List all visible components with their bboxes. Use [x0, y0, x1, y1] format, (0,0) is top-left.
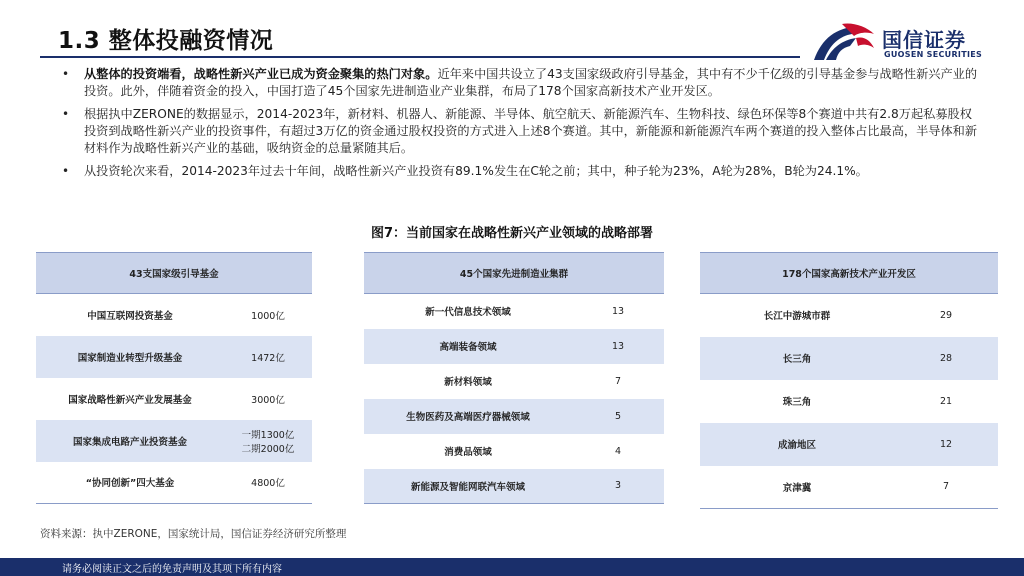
table-row	[700, 423, 998, 466]
table-cell-value: 28	[894, 337, 998, 380]
manufacturing-cluster-table	[364, 252, 664, 504]
table-cell-value: 12	[894, 423, 998, 466]
table-cell-value: 13	[572, 329, 664, 364]
table-cell-value: 4800亿	[224, 462, 312, 504]
table-row	[364, 434, 664, 469]
table-cell-value: 1000亿	[251, 310, 285, 322]
table-row	[364, 364, 664, 399]
table-cell-value: 3	[572, 469, 664, 504]
table-cell-value: 29	[939, 309, 953, 321]
table-row	[364, 469, 664, 504]
bullet-list	[62, 66, 982, 186]
table-cell-value: 7	[614, 375, 622, 387]
table-row	[700, 466, 998, 509]
table-cell-name: 京津冀	[700, 466, 894, 509]
table-cell-name: 国家集成电路产业投资基金	[36, 420, 224, 462]
table-row	[364, 399, 664, 434]
table-cell-value: 4	[614, 445, 622, 457]
company-logo	[812, 20, 992, 64]
bullet-text: 根据执中ZERONE的数据显示，2014-2023年，新材料、机器人、新能源、半导体、航空航天、新能源汽车、生物科技、绿色环保等8个赛道中共有2.8万起私募股权投资到战略性新兴产业的投资事件，有超过3万亿的资金通过股权投资的方式进入上述8个赛道。其中，新能源和新能源汽车两个赛道的投入整体占比最高，半导体和新材料作为战略性新兴产业的基础，吸纳资金的总量紧随其后。	[84, 107, 978, 155]
table-header: 43支国家级引导基金	[36, 253, 312, 294]
footer-disclaimer: 请务必阅读正文之后的免责声明及其项下所有内容	[62, 564, 282, 575]
bullet-dot-icon: •	[62, 67, 70, 81]
bullet-dot-icon: •	[62, 107, 70, 121]
table-cell-name: 国家战略性新兴产业发展基金	[68, 394, 192, 406]
title-divider	[40, 56, 800, 58]
table-cell-name: 生物医药及高端医疗器械领域	[364, 399, 572, 434]
logo-text-cn: 国信证券	[882, 28, 966, 52]
footer-bar	[0, 558, 1024, 576]
logo-text-en: GUOSEN SECURITIES	[884, 50, 983, 59]
table-cell-value: 21	[939, 395, 953, 407]
table-header: 178个国家高新技术产业开发区	[700, 253, 998, 294]
bullet-item	[62, 163, 982, 180]
bullet-emphasis: 从整体的投资端看，战略性新兴产业已成为资金聚集的热门对象。	[84, 67, 438, 81]
table-row	[700, 337, 998, 380]
table-cell-name: 成渝地区	[700, 423, 894, 466]
value-line: 二期2000亿	[241, 443, 295, 455]
bullet-item	[62, 106, 982, 157]
logo-mark-icon	[812, 20, 876, 64]
table-cell-name: 高端装备领域	[364, 329, 572, 364]
guidance-fund-table	[36, 252, 312, 504]
table-cell-name: 长三角	[700, 337, 894, 380]
table-row	[36, 378, 312, 420]
table-cell-value: 5	[572, 399, 664, 434]
table-cell-name: 长江中游城市群	[763, 311, 831, 323]
table-cell-value: 13	[611, 305, 625, 317]
table-row	[36, 294, 312, 336]
bullet-dot-icon: •	[62, 164, 70, 178]
table-cell-name: 新一代信息技术领域	[425, 307, 511, 319]
table-cell-value	[224, 420, 312, 462]
table-cell-name: 珠三角	[782, 397, 812, 408]
table-row	[36, 336, 312, 378]
table-row	[36, 462, 312, 504]
table-cell-name: “协同创新”四大基金	[36, 462, 224, 504]
table-header: 45个国家先进制造业集群	[364, 253, 664, 294]
table-cell-name: 中国互联网投资基金	[87, 310, 173, 322]
table-cell-name: 新能源及智能网联汽车领域	[364, 469, 572, 504]
table-cell-name: 消费品领域	[444, 447, 492, 458]
table-row	[700, 294, 998, 337]
table-row	[36, 420, 312, 462]
page-title: 1.3 整体投融资情况	[58, 28, 274, 54]
bullet-text: 近年来中国共设立了43支国家级政府引导基金，其中有不少千亿级的引导基金参与战略性新兴产业的投资。此外，伴随着资金的投入，中国打造了45个国家先进制造业产业集群，布局了178个国家高新技术产业开发区。	[84, 67, 978, 98]
source-note: 资料来源：执中ZERONE，国家统计局，国信证券经济研究所整理	[40, 528, 347, 540]
table-row	[364, 294, 664, 329]
table-cell-name: 国家制造业转型升级基金	[36, 336, 224, 378]
table-cell-value: 7	[894, 466, 998, 509]
table-row	[364, 329, 664, 364]
value-line: 一期1300亿	[241, 429, 295, 441]
bullet-item	[62, 66, 982, 100]
hightech-zone-table	[700, 252, 998, 509]
table-cell-value: 1472亿	[224, 336, 312, 378]
table-cell-name: 新材料领域	[444, 377, 492, 388]
table-cell-value: 3000亿	[251, 394, 285, 406]
figure-title: 图7：当前国家在战略性新兴产业领域的战略部署	[370, 226, 654, 241]
bullet-text: 从投资轮次来看，2014-2023年过去十年间，战略性新兴产业投资有89.1%发生在C轮之前；其中，种子轮为23%，A轮为28%，B轮为24.1%。	[84, 164, 868, 178]
table-row	[700, 380, 998, 423]
